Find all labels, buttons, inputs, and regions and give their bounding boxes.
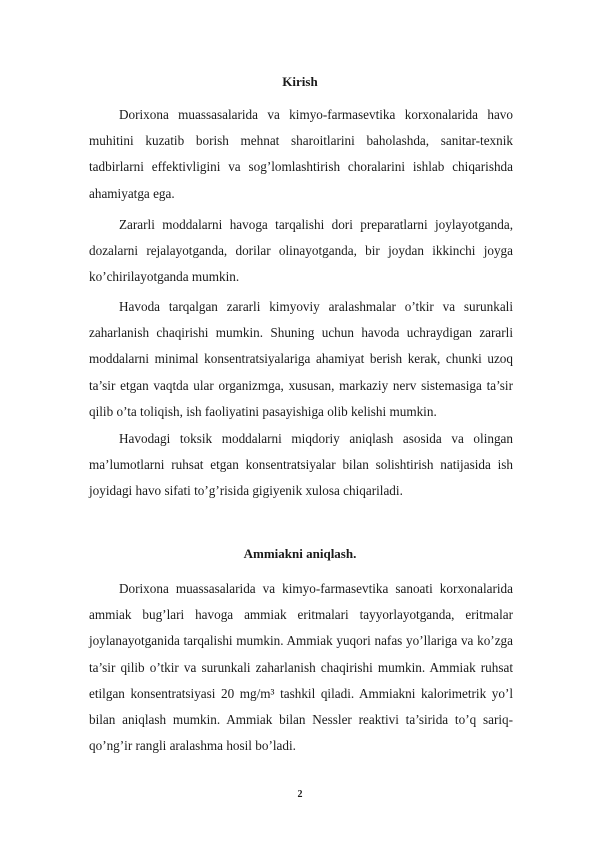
page-number: 2 [297, 789, 303, 800]
section-title-kirish: Kirish [282, 74, 318, 89]
section-title-ammiak: Ammiakni aniqlash. [243, 546, 357, 561]
intro-paragraph-3: Havoda tarqalgan zararli kimyoviy aralashmalar o’tkir va surunkali zaharlanish chaqirishi mumkin. Shuning uchun havoda uchraydigan zararli moddalarni minimal konsentratsiyalariga ahamiyat berish kerak, chunki uzoq ta’sir etgan vaqtda ular organizmga, xususan, markaziy nerv sistemasiga ta’sir qilib o’ta toliqish, ish faoliyatini pasayishiga olib kelishi mumkin. [89, 299, 513, 419]
intro-paragraph-1: Dorixona muassasalarida va kimyo-farmasevtika korxonalarida havo muhitini kuzatib borish mehnat sharoitlarini baholashda, sanitar-texnik tadbirlarni effektivligini va sog’lomlashtirish choralarini ishlab chiqarishda ahamiyatga ega. [89, 107, 513, 201]
ammonia-paragraph-1: Dorixona muassasalarida va kimyo-farmasevtika sanoati korxonalarida ammiak bug’lari havoga ammiak eritmalari tayyorlayotganda, eritmalar joylanayotganida tarqalishi mumkin. Ammiak yuqori nafas yo’llariga va ko’zga ta’sir qilib o’tkir va surunkali zaharlanish chaqirishi mumkin. Ammiak ruhsat etilgan konsentratsiyasi 20 mg/m³ tashkil qiladi. Ammiakni kalorimetrik yo’l bilan aniqlash mumkin. Ammiak bilan Nessler reaktivi ta’sirida to’q sariq-qo’ng’ir rangli aralashma hosil bo’ladi. [89, 581, 513, 754]
intro-paragraph-4: Havodagi toksik moddalarni miqdoriy aniqlash asosida va olingan ma’lumotlarni ruhsat etgan konsentratsiyalar bilan solishtirish natijasida ish joyidagi havo sifati to’g’risida gigiyenik xulosa chiqariladi. [89, 431, 513, 499]
intro-paragraph-2: Zararli moddalarni havoga tarqalishi dori preparatlarni joylayotganda, dozalarni rejalayotganda, dorilar olinayotganda, bir joydan ikkinchi joyga ko’chirilayotganda mumkin. [89, 217, 513, 285]
